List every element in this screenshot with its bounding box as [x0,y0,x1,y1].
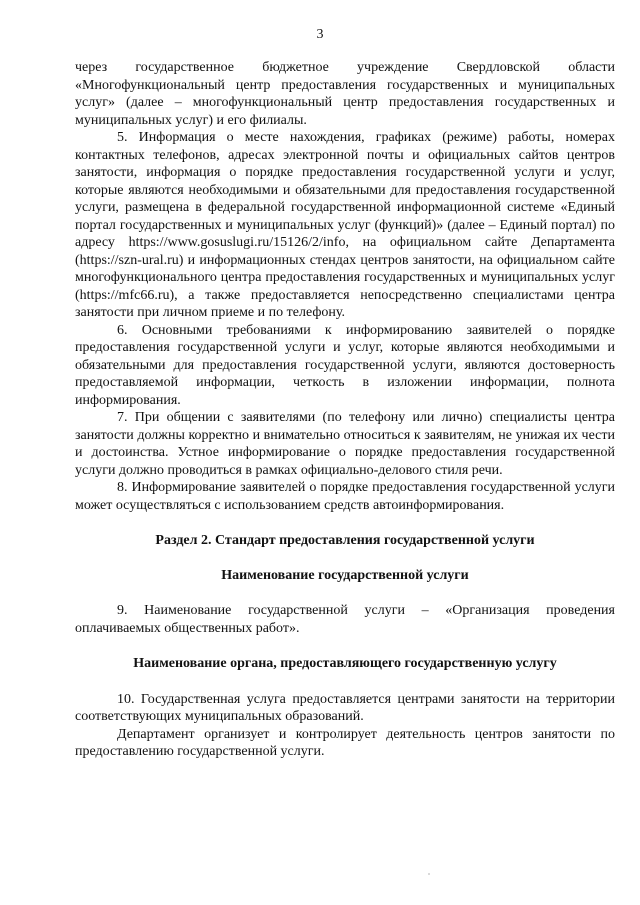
spacer [75,514,615,532]
subheading-service-name: Наименование государственной услуги [221,567,469,583]
paragraph-10: 10. Государственная услуга предоставляется центрами занятости на территории соответствующих муниципальных образований. [75,691,615,724]
scan-artifact [428,873,430,875]
subheading-authority: Наименование органа, предоставляющего государственную услугу [133,656,557,671]
paragraph-6: 6. Основными требованиями к информированию заявителей о порядке предоставления государственной услуги и услуг, которые являются необходимыми и обязательными для предоставления государственной услуги, являются достоверность предоставляемой информации, четкость в изложении информации, полнота информирования. [75,322,615,408]
page-number: 3 [316,27,324,42]
paragraph-10-continuation: Департамент организует и контролирует деятельность центров занятости по предоставлению государственной услуги. [75,726,615,759]
paragraph-continuation: через государственное бюджетное учреждение Свердловской области «Многофункциональный центр предоставления государственных и муниципальных услуг» (далее – многофункциональный центр предоставления государственных и муниципальных услуг) и его филиалы. [75,60,615,128]
spacer [75,637,615,655]
section-title: Раздел 2. Стандарт предоставления государственной услуги [155,533,535,548]
spacer [75,584,615,602]
spacer [75,673,615,691]
spacer [75,550,615,567]
paragraph-5: 5. Информация о месте нахождения, графиках (режиме) работы, номерах контактных телефонов, адресах электронной почты и официальных сайтов центров занятости, информация о порядке предоставления государственной услуги и услуг, которые являются необходимыми и обязательными для предоставления государственной услуги, размещена в федеральной государственной информационной системе «Единый портал государственных и муниципальных услуг (функций)» (далее – Единый портал) по адресу https://www.gosuslugi.ru/15126/2/info, на официальном сайте Департамента (https://szn-ural.ru) и информационных стендах центров занятости, на официальном сайте многофункционального центра предоставления государственных и муниципальных услуг (https://mfc66.ru), а также предоставляется непосредственно специалистами центра занятости при личном приеме и по телефону. [75,130,615,320]
document-body [75,59,615,761]
paragraph-9: 9. Наименование государственной услуги – «Организация проведения оплачиваемых общественных работ». [75,603,615,636]
paragraph-7: 7. При общении с заявителями (по телефону или лично) специалисты центра занятости должны корректно и внимательно относиться к заявителям, не унижая их чести и достоинства. Устное информирование о порядке предоставления государственной услуги должно проводиться в рамках официально-делового стиля речи. [75,410,615,478]
paragraph-8: 8. Информирование заявителей о порядке предоставления государственной услуги может осуществляться с использованием средств автоинформирования. [75,480,615,513]
